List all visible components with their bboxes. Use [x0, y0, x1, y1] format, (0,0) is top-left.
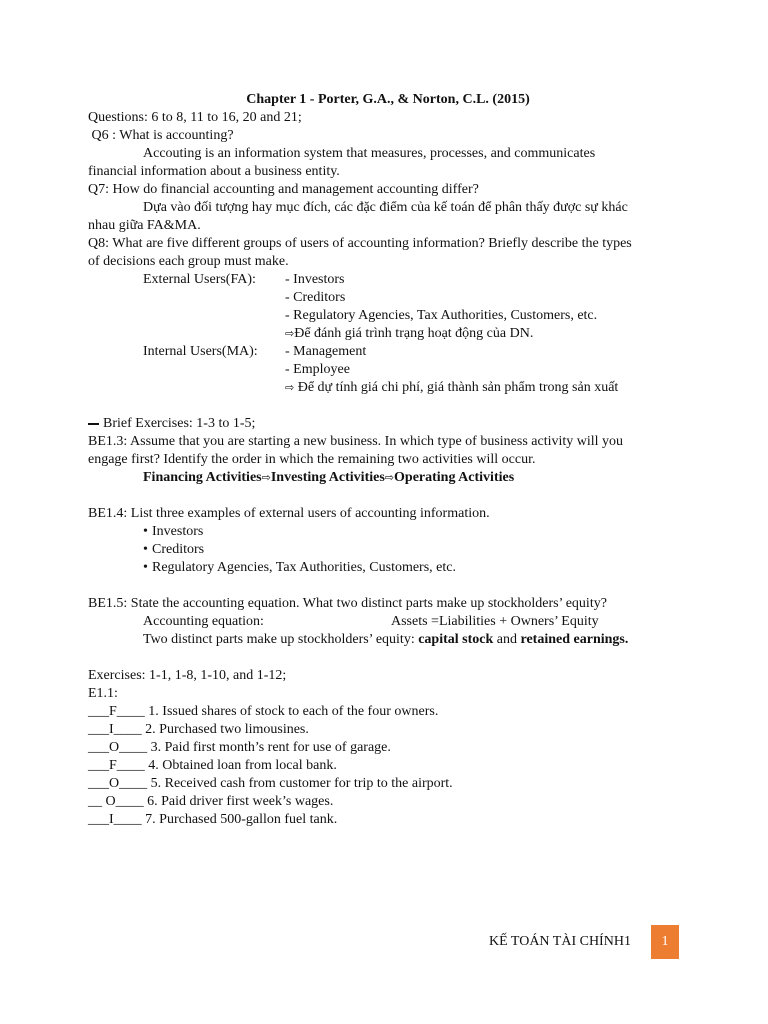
- page-number-badge: 1: [651, 925, 679, 959]
- arrow-icon: ⇨: [285, 327, 295, 340]
- q7-question: Q7: How do financial accounting and management accounting differ?: [88, 182, 479, 197]
- arrow-icon: ⇨: [285, 381, 295, 394]
- q6-answer-line-1: Accouting is an information system that measures, processes, and communicates: [143, 146, 596, 161]
- e11-heading: E1.1:: [88, 686, 118, 701]
- e11-item: __ O____ 6. Paid driver first week’s wages.: [88, 794, 334, 809]
- be14-list: [88, 523, 688, 577]
- e11-item: ___I____ 7. Purchased 500-gallon fuel tank.: [88, 812, 338, 827]
- exercises-heading: Exercises: 1-1, 1-8, 1-10, and 1-12;: [88, 668, 287, 683]
- spacer: [88, 397, 688, 415]
- list-item: • Regulatory Agencies, Tax Authorities, Customers, etc.: [143, 559, 688, 577]
- arrow-icon: ⇨: [261, 471, 271, 484]
- be15-question: BE1.5: State the accounting equation. What two distinct parts make up stockholders’ equity?: [88, 596, 607, 611]
- spacer: [88, 577, 688, 595]
- internal-users-list: [285, 343, 688, 397]
- questions-line: Questions: 6 to 8, 11 to 16, 20 and 21;: [88, 110, 302, 125]
- q7-answer-line-1: Dựa vào đối tượng hay mục đích, các đặc điểm của kế toán để phân thấy được sự khác: [143, 200, 628, 215]
- footer-label: KẾ TOÁN TÀI CHÍNH1: [489, 934, 631, 949]
- external-users-label: External Users(FA):: [143, 272, 256, 287]
- be13-question-line-2: engage first? Identify the order in which the remaining two activities will occur.: [88, 452, 536, 467]
- list-item: • Investors: [143, 523, 688, 541]
- dash-bullet-icon: [88, 423, 99, 425]
- accounting-equation-row: [88, 613, 688, 631]
- spacer: [88, 649, 688, 667]
- spacer: [88, 487, 688, 505]
- list-item: • Creditors: [143, 541, 688, 559]
- be15-answer: Two distinct parts make up stockholders’ equity: capital stock and retained earnings.: [143, 632, 629, 647]
- be13-answer: Financing Activities⇨Investing Activities⇨Operating Activities: [143, 470, 515, 485]
- q8-question-line-1: Q8: What are five different groups of users of accounting information? Briefly describe the types: [88, 236, 632, 251]
- external-user-item: - Creditors: [285, 290, 346, 305]
- internal-users-label: Internal Users(MA):: [143, 344, 258, 359]
- external-users-note: ⇨Để đánh giá trình trạng hoạt động của DN.: [285, 326, 534, 341]
- external-users-list: [285, 271, 688, 343]
- internal-users-block: [88, 343, 688, 397]
- be13-question-line-1: BE1.3: Assume that you are starting a new business. In which type of business activity will you: [88, 434, 624, 449]
- q8-question-line-2: of decisions each group must make.: [88, 254, 289, 269]
- q6-question: Q6 : What is accounting?: [88, 128, 234, 143]
- e11-item: ___O____ 5. Received cash from customer for trip to the airport.: [88, 776, 453, 791]
- e11-item: ___I____ 2. Purchased two limousines.: [88, 722, 309, 737]
- q6-answer-line-2: financial information about a business entity.: [88, 164, 340, 179]
- external-users-block: [88, 271, 688, 343]
- external-user-item: - Investors: [285, 272, 345, 287]
- internal-user-item: - Management: [285, 344, 367, 359]
- page-title: Chapter 1 - Porter, G.A., & Norton, C.L. (2015): [246, 92, 530, 107]
- e11-item: ___F____ 1. Issued shares of stock to each of the four owners.: [88, 704, 439, 719]
- be14-question: BE1.4: List three examples of external users of accounting information.: [88, 506, 490, 521]
- internal-user-item: - Employee: [285, 362, 350, 377]
- e11-item: ___O____ 3. Paid first month’s rent for use of garage.: [88, 740, 391, 755]
- brief-exercises-heading: Brief Exercises: 1-3 to 1-5;: [88, 415, 688, 433]
- external-user-item: - Regulatory Agencies, Tax Authorities, Customers, etc.: [285, 308, 598, 323]
- arrow-icon: ⇨: [384, 471, 395, 484]
- e11-item: ___F____ 4. Obtained loan from local bank.: [88, 758, 337, 773]
- equation-label: Accounting equation:: [143, 614, 264, 629]
- internal-users-note: ⇨ Để dự tính giá chi phí, giá thành sản phẩm trong sản xuất: [285, 380, 619, 395]
- q7-answer-line-2: nhau giữa FA&MA.: [88, 218, 201, 233]
- document-body: [88, 91, 688, 829]
- equation-value: Assets =Liabilities + Owners’ Equity: [391, 614, 599, 629]
